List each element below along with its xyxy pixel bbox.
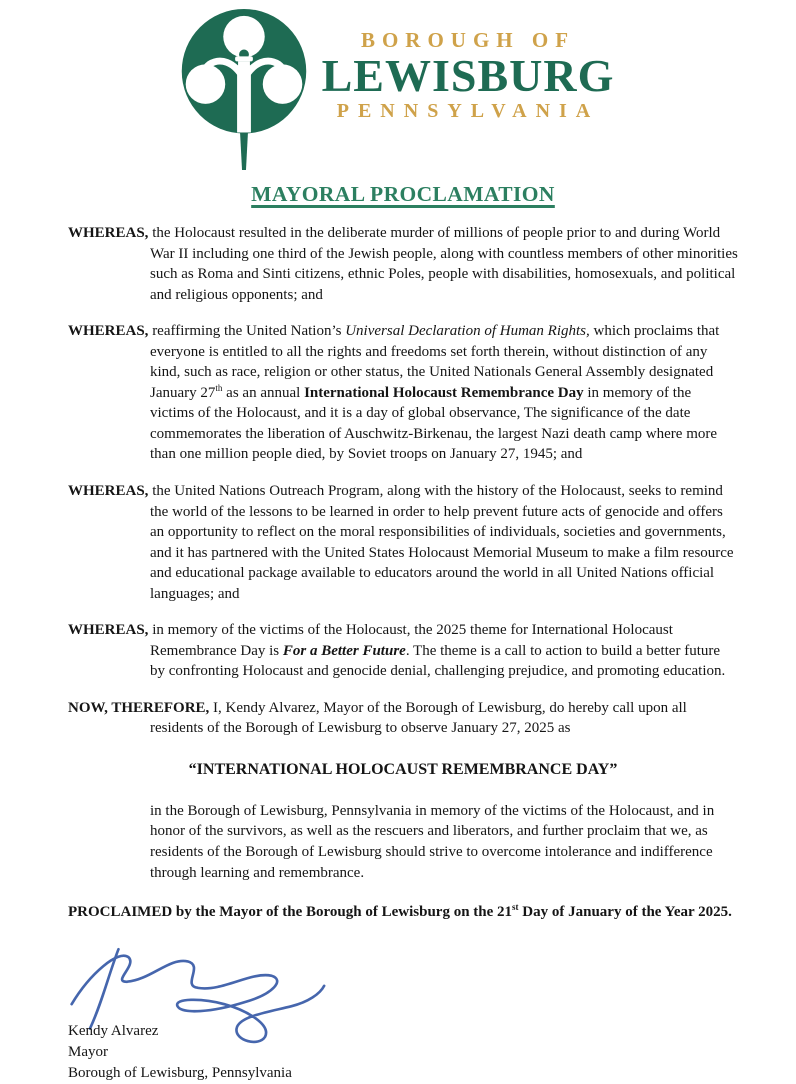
borough-wordmark <box>322 8 615 123</box>
wordmark-pennsylvania: PENNSYLVANIA <box>336 99 600 122</box>
signatory-name: Kendy Alvarez <box>68 1022 159 1039</box>
observance-paragraph: in the Borough of Lewisburg, Pennsylvania in memory of the victims of the Holocaust, and in honor of the survivors, as well as the rescuers and liberators, and further proclaim that we, as residents of the Borough of Lewisburg should strive to overcome intolerance and indifference through learning and remembrance. <box>150 802 715 881</box>
proclamation-body <box>68 223 738 923</box>
signature-block <box>68 939 738 1084</box>
whereas-paragraph-3: WHEREAS, the United Nations Outreach Program, along with the history of the Holocaust, seeks to remind the world of the lessons to be learned in order to help prevent future acts of genocide and offers an opportunity to reflect on the moral responsibilities of individuals, societies and governments, and it has partnered with the United States Holocaust Memorial Museum to make a film resource and educational package available to educators around the world in all United Nations official languages; and <box>68 483 734 602</box>
now-therefore-paragraph: NOW, THEREFORE, I, Kendy Alvarez, Mayor of the Borough of Lewisburg, do hereby call upon all residents of the Borough of Lewisburg to observe January 27, 2025 as <box>68 699 687 737</box>
wordmark-borough-of: BOROUGH OF <box>360 28 576 52</box>
whereas-paragraph-2: WHEREAS, reaffirming the United Nation’s Universal Declaration of Human Rights, which proclaims that everyone is entitled to all the rights and freedoms set forth therein, without distinction of any kind, such as race, religion or other status, the United Nationals General Assembly designated January 27th as an annual International Holocaust Remembrance Day in memory of the victims of the Holocaust, and it is a day of global observance, The significance of the date commemorates the liberation of Auschwitz-Birkenau, the largest Nazi death camp where more than one million people died, by Soviet troops on January 27, 1945; and <box>68 323 720 463</box>
borough-logo <box>54 8 738 172</box>
whereas-paragraph-4: WHEREAS, in memory of the victims of the Holocaust, the 2025 theme for International Holocaust Remembrance Day is For a Better Future. The theme is a call to action to build a better future by confronting Holocaust and genocide denial, challenging prejudice, and promoting education. <box>68 622 726 680</box>
remembrance-day-heading: “INTERNATIONAL HOLOCAUST REMEMBRANCE DAY” <box>188 761 618 779</box>
whereas-paragraph-1: WHEREAS, the Holocaust resulted in the deliberate murder of millions of people prior to and during World War II including one third of the Jewish people, along with countless members of other minorities such as Roma and Sinti citizens, ethnic Poles, people with disabilities, homosexuals, and political and religious opponents; and <box>68 225 738 303</box>
signatory-title: Mayor <box>68 1043 108 1060</box>
proclaimed-line: PROCLAIMED by the Mayor of the Borough of Lewisburg on the 21st Day of January of the Year 2025. <box>68 902 732 921</box>
page-title: MAYORAL PROCLAMATION <box>251 182 555 206</box>
wordmark-lewisburg: LEWISBURG <box>321 50 615 101</box>
signatory-org: Borough of Lewisburg, Pennsylvania <box>68 1064 292 1081</box>
lamppost-icon <box>178 8 310 172</box>
